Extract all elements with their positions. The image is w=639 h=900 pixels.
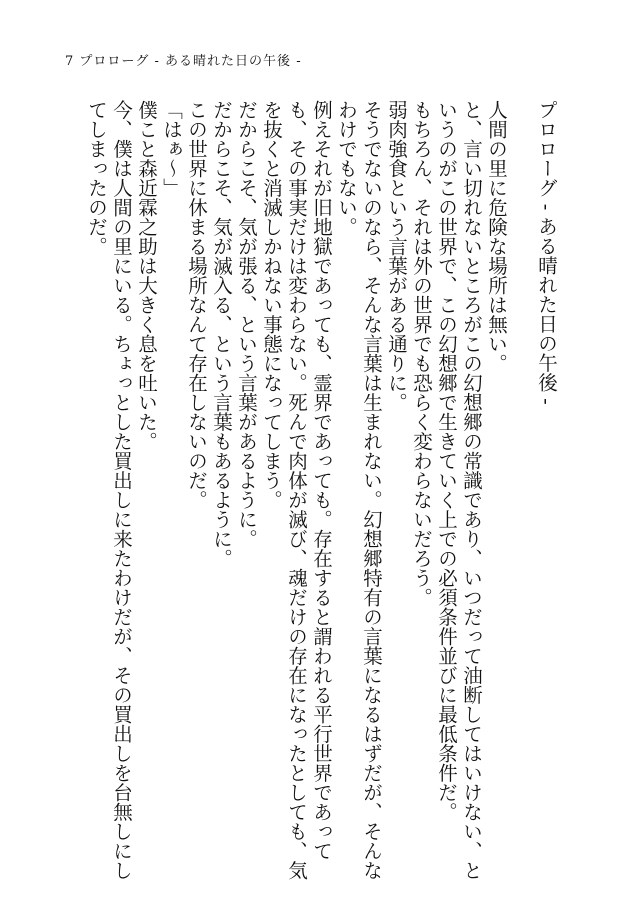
paragraph: もちろん、それは外の世界でも恐らく変わらないだろう。 — [410, 100, 433, 607]
vertical-text-body — [84, 100, 559, 880]
paragraph: この世界に休まる場所なんて存在しないのだ。 — [185, 100, 208, 510]
paragraph: 弱肉強食という言葉がある通りに。 — [385, 100, 408, 412]
paragraph: 「はぁ～」 — [160, 100, 183, 198]
paragraph: 今、僕は人間の里にいる。ちょっとした買出しに来たわけだが、その買出しを台無しにしてしまったのだ。 — [85, 100, 133, 880]
paragraph: 人間の里に危険な場所は無い。 — [485, 100, 508, 373]
paragraph: そうでないのなら、そんな言葉は生まれない。幻想郷特有の言葉になるはずだが、そんなわけでもない。 — [335, 100, 383, 880]
running-header: 7 プロローグ - ある晴れた日の午後 - — [65, 54, 302, 69]
paragraph: 僕こと森近霖之助は大きく息を吐いた。 — [135, 100, 158, 451]
chapter-title: プロローグ - ある晴れた日の午後 - — [535, 100, 558, 405]
paragraph: だからこそ、気が滅入る、という言葉もあるように。 — [210, 100, 233, 568]
paragraph: だからこそ、気が張る、という言葉があるように。 — [235, 100, 258, 549]
paragraph: 例えそれが旧地獄であっても、霊界であっても。存在すると謂われる平行世界であっても、その事実だけは変わらない。死んで肉体が滅び、魂だけの存在になったとしても、気を抜くと消滅しかねない事態になってしまう。 — [260, 100, 333, 880]
paragraph: と、言い切れないところがこの幻想郷の常識であり、いつだって油断してはいけない、というのがこの世界で、この幻想郷で生きていく上での必須条件並びに最低条件だ。 — [435, 100, 483, 880]
